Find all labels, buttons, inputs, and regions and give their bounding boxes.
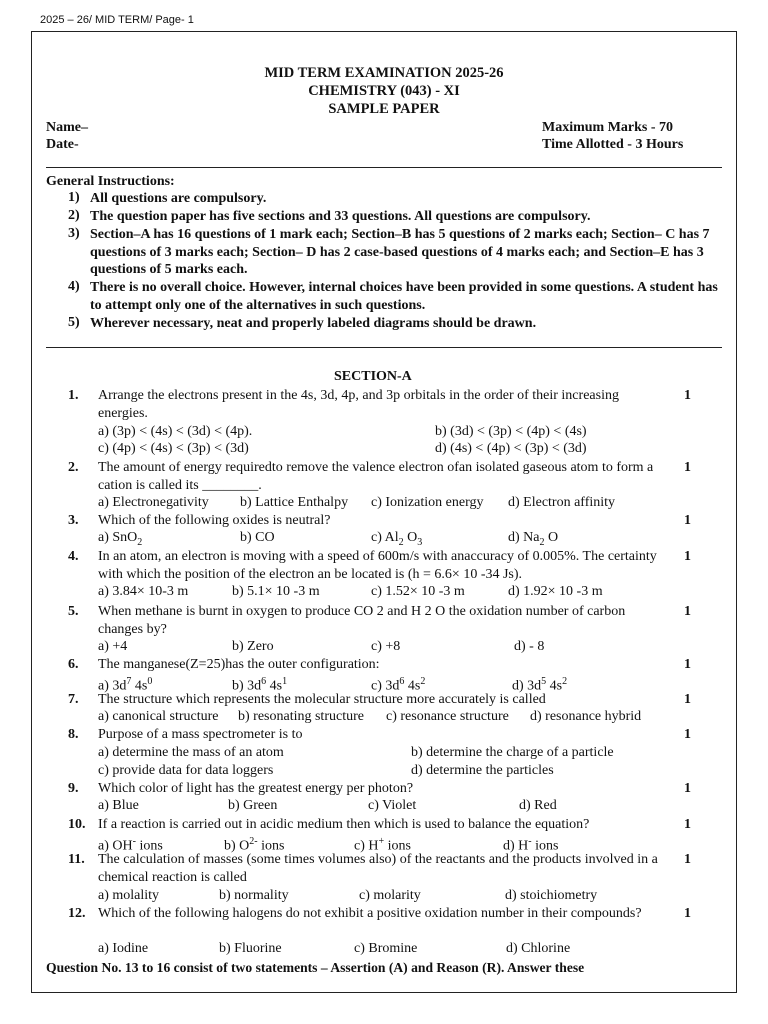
question-text: Which of the following halogens do not exhibit a positive oxidation number in their compounds? [98, 906, 642, 921]
option: c) 1.52× 10 -3 m [371, 584, 465, 599]
question-marks: 1 [684, 549, 691, 564]
instructions-heading: General Instructions: [46, 174, 175, 189]
question-marks: 1 [684, 727, 691, 742]
option: c) +8 [371, 639, 401, 654]
question-text: Purpose of a mass spectrometer is to [98, 727, 303, 742]
option: d) resonance hybrid [530, 709, 642, 724]
instruction-number: 5) [68, 315, 80, 330]
option: c) Ionization energy [371, 495, 484, 510]
divider [46, 347, 722, 348]
option: c) $3d^6$ $4s^2$ [371, 676, 426, 694]
question-text: The manganese(Z=25)has the outer configuration: [98, 657, 380, 672]
option: d) $Na_2$ O [508, 530, 559, 548]
option: b) $O^{2-}$ ions [224, 836, 285, 854]
option: b) Green [228, 798, 278, 813]
question-text: Which of the following oxides is neutral? [98, 513, 331, 528]
instruction-number: 2) [68, 208, 80, 223]
question-text: When methane is burnt in oxygen to produce CO 2 and H 2 O the oxidation number of carbon changes by? [98, 604, 626, 637]
option: a) SnO$_2$ [98, 530, 143, 548]
question-marks: 1 [684, 781, 691, 796]
instruction-number: 3) [68, 226, 80, 241]
page-header: 2025 – 26/ MID TERM/ Page- 1 [40, 14, 194, 26]
option: b) 5.1× 10 -3 m [232, 584, 320, 599]
question-number: 11. [68, 852, 85, 867]
option: d) Chlorine [506, 941, 571, 956]
option: b) CO [240, 530, 275, 545]
name-label: Name– [46, 120, 88, 135]
question-number: 3. [68, 513, 79, 528]
option: a) determine the mass of an atom [98, 745, 284, 760]
question-text: The structure which represents the molecular structure more accurately is called [98, 692, 546, 707]
assertion-reason-note: Question No. 13 to 16 consist of two statements – Assertion (A) and Reason (R). Answer these [46, 960, 585, 975]
instruction-text: There is no overall choice. However, internal choices have been provided in some questions. A student has to attempt only one of the alternatives in such questions. [90, 280, 718, 313]
instruction-text: Wherever necessary, neat and properly labeled diagrams should be drawn. [90, 316, 537, 331]
instruction-number: 4) [68, 279, 80, 294]
question-marks: 1 [684, 604, 691, 619]
date-label: Date- [46, 137, 79, 152]
question-text: If a reaction is carried out in acidic medium then which is used to balance the equation? [98, 817, 590, 832]
question-number: 5. [68, 604, 79, 619]
question-number: 4. [68, 549, 79, 564]
question-marks: 1 [684, 388, 691, 403]
option: b) Fluorine [219, 941, 282, 956]
option: c) $Al_2$ $O_3$ [371, 530, 423, 548]
option: a) molality [98, 888, 160, 903]
option: a) Electronegativity [98, 495, 209, 510]
option: c) Violet [368, 798, 417, 813]
question-marks: 1 [684, 657, 691, 672]
option: b) Lattice Enthalpy [240, 495, 349, 510]
question-marks: 1 [684, 817, 691, 832]
option: a) +4 [98, 639, 128, 654]
option: a) 3.84× 10-3 m [98, 584, 189, 599]
option: b) resonating structure [238, 709, 364, 724]
question-number: 6. [68, 657, 79, 672]
option: b) normality [219, 888, 289, 903]
question-number: 8. [68, 727, 79, 742]
option: d) Red [519, 798, 557, 813]
option: a) $3d^7$ $4s^0$ [98, 676, 153, 694]
question-text: Arrange the electrons present in the 4s, 3d, 4p, and 3p orbitals in the order of their increasing energies. [98, 388, 619, 421]
option: d) 1.92× 10 -3 m [508, 584, 603, 599]
question-number: 12. [68, 906, 86, 921]
option: a) canonical structure [98, 709, 219, 724]
max-marks: Maximum Marks - 70 [542, 120, 674, 135]
section-title: SECTION-A [334, 369, 412, 384]
question-number: 1. [68, 388, 79, 403]
question-text: The calculation of masses (some times volumes also) of the reactants and the products involved in a chemical reaction is called [98, 852, 658, 885]
option: b) Zero [232, 639, 274, 654]
option: d) Electron affinity [508, 495, 616, 510]
instruction-text: Section–A has 16 questions of 1 mark each; Section–B has 5 questions of 2 marks each; Section– C has 7 questions of 3 marks each; Section– D has 2 case-based questions of 4 marks each; and Section–E has 3 questions of 5 marks each. [90, 227, 710, 278]
option: a) Iodine [98, 941, 149, 956]
option: c) resonance structure [386, 709, 509, 724]
instruction-number: 1) [68, 190, 80, 205]
instruction-text: The question paper has five sections and 33 questions. All questions are compulsory. [90, 209, 591, 224]
option: b) determine the charge of a particle [411, 745, 614, 760]
question-text: In an atom, an electron is moving with a speed of 600m/s with anaccuracy of 0.005%. The certainty with which the position of the electron an be located is (h = 6.6× 10 -34 Js). [98, 549, 657, 582]
option: a) OH- ions [98, 836, 163, 854]
option: c) provide data for data loggers [98, 763, 274, 778]
option: d) stoichiometry [505, 888, 598, 903]
time-allotted: Time Allotted - 3 Hours [542, 137, 684, 152]
question-text: Which color of light has the greatest energy per photon? [98, 781, 414, 796]
option: b) $3d^6$ $4s^1$ [232, 676, 288, 694]
option: c) molarity [359, 888, 421, 903]
question-marks: 1 [684, 460, 691, 475]
option: a) (3p) < (4s) < (3d) < (4p). [98, 424, 253, 439]
option: d) (4s) < (4p) < (3p) < (3d) [435, 441, 587, 456]
option: a) Blue [98, 798, 139, 813]
option: d) H- ions [503, 836, 559, 854]
option: c) (4p) < (4s) < (3p) < (3d) [98, 441, 249, 456]
question-marks: 1 [684, 692, 691, 707]
question-number: 9. [68, 781, 79, 796]
option: d) - 8 [514, 639, 545, 654]
question-marks: 1 [684, 852, 691, 867]
option: b) (3d) < (3p) < (4p) < (4s) [435, 424, 587, 439]
question-number: 7. [68, 692, 79, 707]
exam-title: MID TERM EXAMINATION 2025-26 [264, 65, 504, 81]
option: d) $3d^5$ $4s^2$ [512, 676, 568, 694]
question-number: 10. [68, 817, 86, 832]
option: c) Bromine [354, 941, 418, 956]
subject-title: CHEMISTRY (043) - XI [308, 83, 460, 99]
question-marks: 1 [684, 513, 691, 528]
divider [46, 167, 722, 168]
question-number: 2. [68, 460, 79, 475]
option: c) H+ ions [354, 836, 411, 854]
instruction-text: All questions are compulsory. [90, 191, 267, 206]
question-text: The amount of energy requiredto remove the valence electron ofan isolated gaseous atom to form a cation is called its ________. [98, 460, 654, 493]
question-marks: 1 [684, 906, 691, 921]
option: d) determine the particles [411, 763, 554, 778]
paper-type: SAMPLE PAPER [328, 101, 440, 117]
